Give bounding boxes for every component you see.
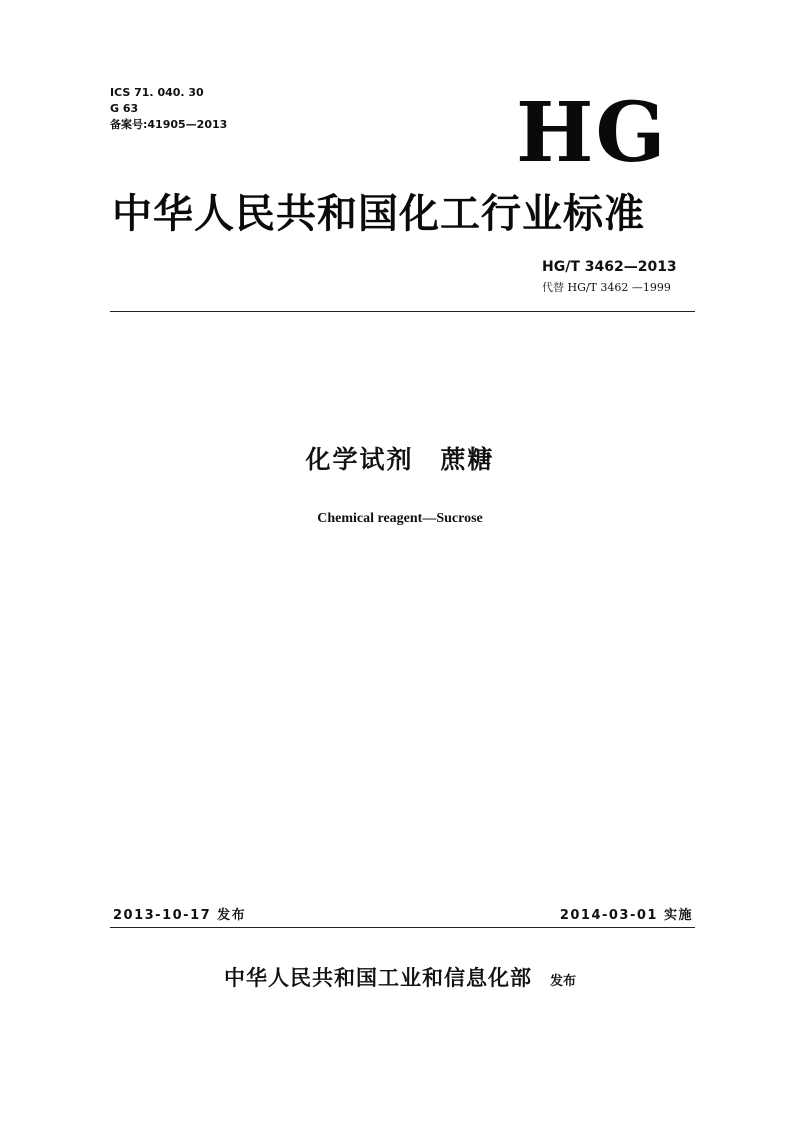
standard-number: HG/T 3462—2013 xyxy=(542,259,677,275)
document-title-chinese: 化学试剂 蔗糖 xyxy=(305,445,495,474)
publisher-line xyxy=(0,962,800,992)
standard-category-title: 中华人民共和国化工行业标准 xyxy=(112,190,645,237)
ccs-code: G 63 xyxy=(110,102,139,115)
publisher-name: 中华人民共和国工业和信息化部 xyxy=(223,965,532,990)
replaces-standard: 代替 HG/T 3462 —1999 xyxy=(542,281,671,294)
top-divider xyxy=(110,311,695,312)
record-number: 备案号:41905—2013 xyxy=(110,118,228,131)
document-title-english: Chemical reagent—Sucrose xyxy=(317,511,483,526)
hg-logo: HG xyxy=(516,85,668,181)
issue-date: 2013-10-17 发布 xyxy=(113,908,247,923)
implementation-date: 2014-03-01 实施 xyxy=(559,908,693,923)
bottom-divider xyxy=(110,927,695,928)
publish-label: 发布 xyxy=(549,974,576,989)
ics-code: ICS 71. 040. 30 xyxy=(110,86,204,99)
